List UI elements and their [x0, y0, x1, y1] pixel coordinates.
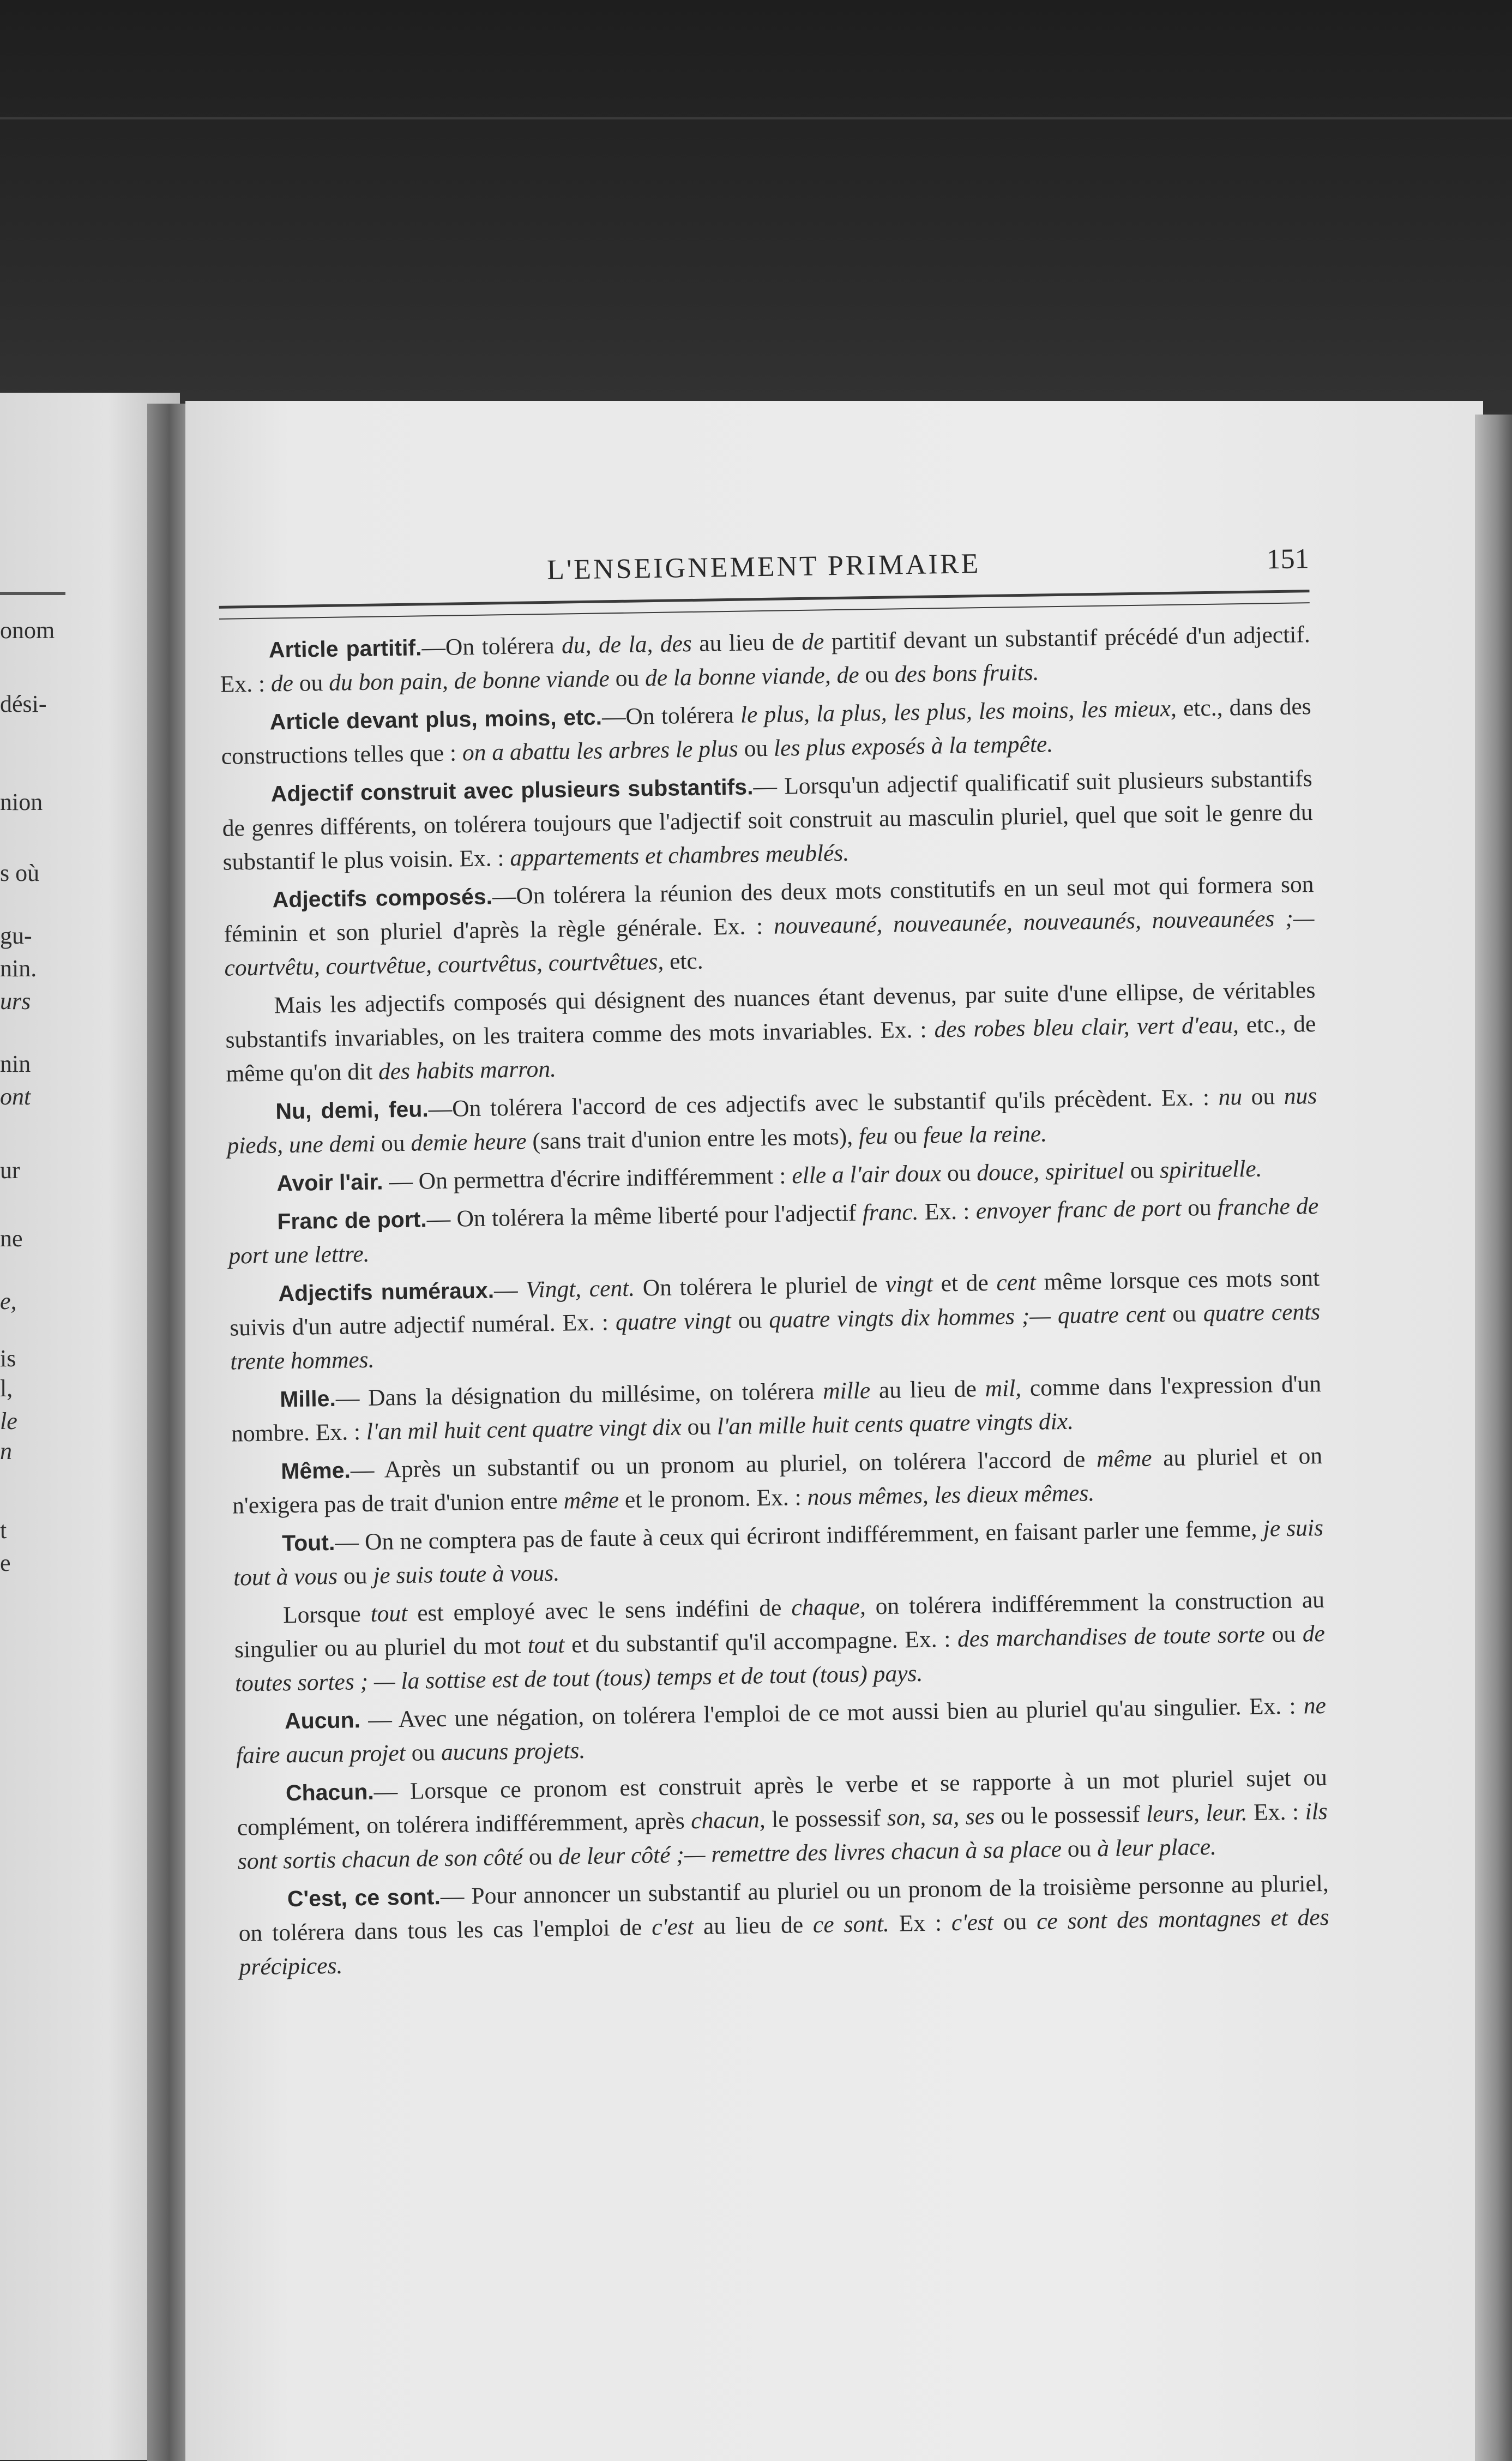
entry-heading: Adjectif construit avec plusieurs substantifs.: [270, 774, 754, 807]
example-italic: demie heure: [411, 1128, 527, 1156]
entry-heading: Avoir l'air.: [276, 1169, 383, 1196]
example-italic: même: [563, 1487, 619, 1514]
entry-text: Lorsque: [282, 1600, 371, 1629]
example-italic: son, sa, ses: [887, 1803, 995, 1831]
example-italic: des bons fruits.: [894, 659, 1039, 688]
grammar-entries: [219, 617, 1330, 1984]
left-page-fragment: s où: [0, 860, 40, 886]
example-italic: des marchandises de toute sorte: [957, 1621, 1266, 1652]
page-number: 151: [1266, 543, 1310, 575]
example-italic: je suis toute à vous.: [372, 1559, 560, 1589]
example-italic: même: [1096, 1445, 1152, 1473]
entry-text: ou: [522, 1843, 559, 1870]
entry-text: ou: [1061, 1835, 1098, 1863]
left-page-fragment: nin.: [0, 955, 37, 982]
example-italic: chacun,: [690, 1806, 766, 1834]
entry-text: et le pronom. Ex. :: [618, 1484, 808, 1514]
grammar-entry: [226, 1079, 1318, 1163]
grammar-entry: [234, 1583, 1326, 1701]
entry-heading: Article partitif.: [268, 635, 422, 663]
grammar-entry: [238, 1866, 1330, 1984]
entry-text: ou: [993, 1908, 1037, 1936]
entry-text: ou: [1264, 1620, 1303, 1648]
entry-heading: Aucun.: [284, 1707, 361, 1734]
left-page-fragment: e: [0, 1550, 11, 1576]
example-italic: appartements et chambres meublés.: [510, 839, 850, 871]
example-italic: nous mêmes, les dieux mêmes.: [807, 1480, 1095, 1510]
entry-text: ou: [1242, 1083, 1285, 1111]
entry-text: et du substantif qu'il accompagne. Ex. :: [564, 1625, 958, 1658]
grammar-entry: [236, 1689, 1327, 1773]
grammar-entry: [237, 1761, 1329, 1878]
left-page-fragment: le: [0, 1408, 17, 1434]
example-italic: de la bonne viande, de: [644, 662, 859, 692]
left-page-fragment: nion: [0, 789, 43, 815]
entry-text: le possessif: [765, 1804, 888, 1833]
entry-text: ou: [609, 665, 646, 692]
entry-text: même lorsque ces mots sont suivis d'un autre adjectif numéral. Ex. :: [229, 1265, 1320, 1341]
entry-text: ou: [1181, 1194, 1218, 1221]
entry-heading: Nu, demi, feu.: [275, 1096, 429, 1124]
entry-text: ou le possessif: [994, 1800, 1147, 1829]
entry-heading: Article devant plus, moins, etc.: [269, 704, 603, 735]
example-italic: quatre vingts dix hommes ;— quatre cent: [768, 1301, 1166, 1334]
left-page-fragment: e,: [0, 1288, 17, 1314]
example-italic: des robes bleu clair, vert d'eau,: [934, 1012, 1239, 1043]
entry-text: ou: [405, 1739, 442, 1766]
example-italic: l'an mil huit cent quatre vingt dix: [366, 1414, 682, 1445]
entry-heading: Adjectifs numéraux.: [278, 1277, 495, 1306]
left-page-fragment: ur: [0, 1157, 20, 1184]
entry-text: —On tolérera: [421, 632, 562, 661]
example-italic: nouveauné, nouveaunée, nouveaunés, nouveaunées ;—courtvêtu, courtvêtue, courtvêtus, courtvêtues,: [224, 905, 1315, 981]
entry-text: — Après un substantif ou un pronom au pluriel, on tolérera l'accord de: [350, 1446, 1097, 1484]
left-page-fragment: urs: [0, 988, 31, 1015]
left-page-header-rule: [0, 592, 65, 595]
grammar-entry: [225, 973, 1317, 1091]
entry-text: ou: [337, 1562, 374, 1589]
entry-heading: Même.: [280, 1457, 351, 1484]
example-italic: de toutes sortes ; — la sottise est de tout (tous) temps et de tout (tous) pays.: [234, 1620, 1326, 1697]
entry-text: Ex :: [889, 1910, 952, 1937]
example-italic: c'est: [651, 1913, 694, 1941]
left-page-fragment: n: [0, 1438, 12, 1464]
example-italic: cent: [996, 1269, 1037, 1296]
grammar-entry: [221, 761, 1314, 879]
grammar-entry: [232, 1439, 1323, 1523]
example-italic: elle a l'air doux: [791, 1160, 942, 1189]
left-page-fragment: l,: [0, 1375, 13, 1402]
entry-text: etc., de même qu'on dit: [226, 1011, 1316, 1087]
grammar-entry: [231, 1367, 1322, 1451]
entry-text: etc.: [663, 947, 703, 975]
entry-text: —On tolérera la réunion des deux mots constitutifs en un seul mot qui formera son féminin et son pluriel d'après la règle générale. Ex. :: [224, 871, 1314, 947]
example-italic: les plus exposés à la tempête.: [773, 731, 1053, 761]
grammar-entry: [229, 1261, 1321, 1379]
entry-heading: Franc de port.: [277, 1207, 427, 1234]
example-italic: franche de port une lettre.: [228, 1193, 1319, 1269]
example-italic: mil,: [985, 1375, 1022, 1402]
example-italic: ce sont des montagnes et des précipices.: [239, 1904, 1329, 1980]
entry-text: — On ne comptera pas de faute à ceux qui écriront indifféremment, en faisant parler une femme,: [334, 1515, 1264, 1556]
example-italic: l'an mille huit cents quatre vingts dix.: [716, 1408, 1074, 1440]
example-italic: c'est: [951, 1909, 994, 1936]
entry-text: — On permettra d'écrire indifféremment :: [383, 1162, 792, 1195]
entry-text: — On tolérera la même liberté pour l'adjectif: [426, 1199, 863, 1233]
example-italic: ne faire aucun projet: [236, 1692, 1327, 1769]
grammar-entry: [219, 617, 1311, 701]
entry-heading: Tout.: [281, 1529, 335, 1556]
entry-text: au lieu de: [693, 1911, 814, 1940]
left-page-fragment: nin: [0, 1051, 31, 1077]
entry-text: (sans trait d'union entre les mots),: [526, 1123, 859, 1155]
entry-text: —On tolérera l'accord de ces adjectifs avec le substantif qu'ils précèdent. Ex. :: [428, 1084, 1219, 1123]
entry-text: ou: [731, 1307, 769, 1334]
entry-text: —: [493, 1276, 526, 1304]
example-italic: nus pieds, une demi: [227, 1083, 1317, 1159]
example-italic: Vingt, cent.: [525, 1275, 635, 1303]
entry-heading: C'est, ce sont.: [287, 1884, 441, 1912]
example-italic: leurs, leur.: [1146, 1799, 1248, 1827]
grammar-entry: [220, 689, 1312, 773]
example-italic: douce, spirituel: [976, 1157, 1125, 1186]
example-italic: du bon pain, de bonne viande: [328, 665, 610, 696]
left-page-fragment: gu-: [0, 922, 32, 949]
entry-text: — Pour annoncer un substantif au pluriel ou un pronom de la troisième personne au pluriel, on tolérera dans tous les cas l'emploi de: [238, 1870, 1329, 1947]
entry-text: ou: [887, 1122, 924, 1149]
example-italic: du, de la, des: [561, 630, 692, 659]
example-italic: des habits marron.: [378, 1055, 557, 1085]
example-italic: aucuns projets.: [441, 1737, 586, 1766]
example-italic: spirituelle.: [1159, 1155, 1262, 1184]
left-page-fragment: ont: [0, 1083, 31, 1110]
left-page-fragment: is: [0, 1345, 16, 1372]
entry-text: ou: [681, 1413, 718, 1440]
entry-text: comme dans l'expression d'un nombre. Ex. :: [231, 1370, 1322, 1447]
example-italic: de: [801, 628, 824, 655]
example-italic: feu: [858, 1123, 888, 1150]
running-title: L'ENSEIGNEMENT PRIMAIRE: [546, 548, 981, 586]
entry-text: ou: [293, 669, 329, 697]
background-streak: [0, 117, 1512, 119]
entry-text: Mais les adjectifs composés qui désignent des nuances étant devenus, par suite d'une ellipse, de véritables substantifs invariables, on les traitera comme des mots invariables. Ex. :: [225, 977, 1316, 1053]
example-italic: de leur côté ;— remettre des livres chacun à sa place: [558, 1836, 1062, 1870]
example-italic: je suis tout à vous: [233, 1514, 1324, 1591]
entry-text: ou: [375, 1130, 411, 1157]
grammar-entry: [233, 1511, 1324, 1595]
grammar-entry: [223, 867, 1315, 985]
example-italic: quatre cents trente hommes.: [230, 1299, 1321, 1375]
example-italic: quatre vingt: [615, 1307, 732, 1336]
entry-text: ou: [1165, 1300, 1204, 1328]
entry-text: ou: [738, 735, 774, 762]
entry-text: et de: [932, 1269, 997, 1297]
entry-text: ou: [1124, 1157, 1160, 1184]
example-italic: feue la reine.: [923, 1120, 1047, 1149]
example-italic: de: [270, 670, 294, 697]
entry-heading: Mille.: [279, 1385, 336, 1412]
entry-text: ou: [941, 1160, 977, 1187]
entry-text: au lieu de: [870, 1376, 986, 1404]
entry-text: partitif devant un substantif précédé d'un adjectif. Ex. :: [220, 621, 1311, 698]
entry-text: est employé avec le sens indéfini de: [407, 1594, 792, 1626]
entry-text: au lieu de: [691, 628, 802, 657]
example-italic: le plus, la plus, les plus, les moins, les mieux,: [740, 695, 1177, 728]
entry-heading: Chacun.: [285, 1779, 375, 1806]
example-italic: tout: [527, 1631, 565, 1659]
example-italic: ils sont sortis chacun de son côté: [237, 1798, 1328, 1875]
page-edge-shadow: [1475, 415, 1512, 2461]
entry-text: On tolérera le pluriel de: [634, 1271, 886, 1301]
left-page-fragment: dési-: [0, 691, 47, 717]
entry-text: —On tolérera: [601, 701, 741, 730]
entry-text: on tolérera indifféremment la construction au singulier ou au pluriel du mot: [234, 1586, 1325, 1663]
entry-heading: Adjectifs composés.: [272, 884, 493, 913]
example-italic: tout: [370, 1600, 408, 1627]
entry-text: Ex. :: [1247, 1798, 1305, 1826]
entry-text: — Avec une négation, on tolérera l'emploi de ce mot aussi bien au pluriel qu'au singulier. Ex. :: [360, 1692, 1304, 1733]
example-italic: ce sont.: [812, 1910, 890, 1938]
entry-text: — Lorsque ce pronom est construit après le verbe et se rapporte à un mot pluriel sujet ou complément, on tolérera indifféremment, après: [237, 1764, 1328, 1841]
left-page-fragment: ne: [0, 1225, 23, 1252]
example-italic: nu: [1218, 1084, 1243, 1111]
example-italic: envoyer franc de port: [975, 1195, 1182, 1225]
entry-text: au pluriel et on n'exigera pas de trait d'union entre: [232, 1442, 1323, 1519]
entry-text: ou: [859, 661, 895, 688]
page-content: [218, 532, 1330, 1988]
example-italic: mille: [822, 1377, 871, 1404]
example-italic: vingt: [885, 1270, 933, 1298]
example-italic: chaque,: [791, 1593, 866, 1621]
example-italic: à leur place.: [1097, 1833, 1217, 1862]
entry-text: Ex. :: [918, 1198, 977, 1225]
grammar-entry: [228, 1189, 1320, 1273]
left-page-fragment: t: [0, 1517, 7, 1544]
entry-text: — Lorsqu'un adjectif qualificatif suit plusieurs substantifs de genres différents, on tolérera toujours que l'adjectif soit construit au masculin pluriel, quel que soit le genre du substantif le plus voisin. Ex. :: [222, 765, 1313, 875]
entry-text: etc., dans des constructions telles que :: [221, 693, 1312, 770]
left-page-fragment: onom: [0, 617, 55, 644]
entry-text: — Dans la désignation du millésime, on tolérera: [335, 1378, 823, 1412]
example-italic: franc.: [862, 1198, 919, 1226]
example-italic: on a abattu les arbres le plus: [462, 735, 739, 766]
